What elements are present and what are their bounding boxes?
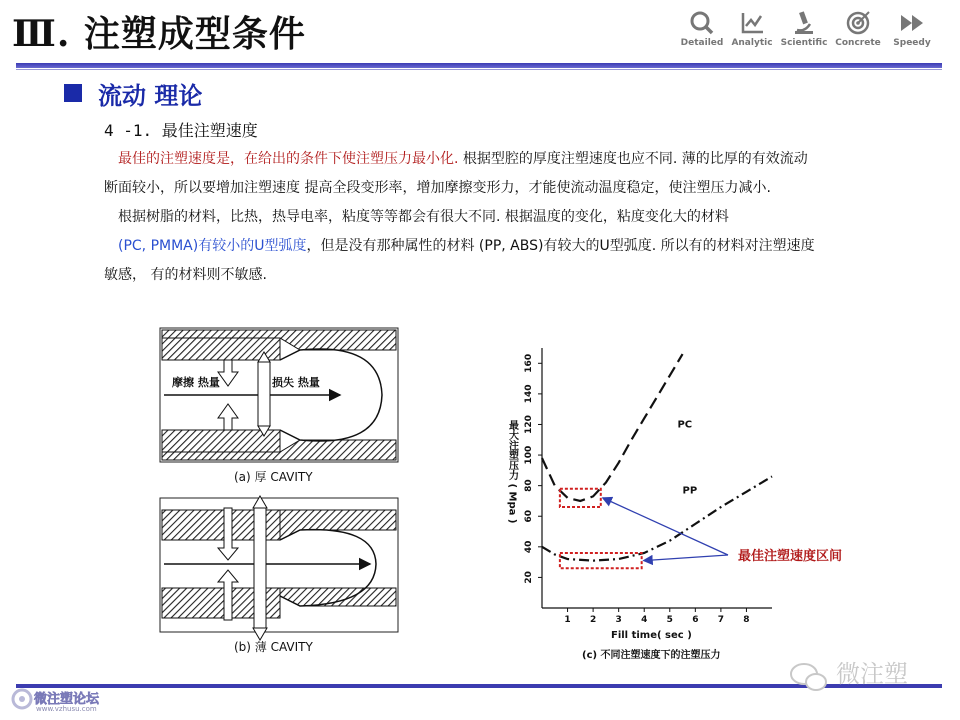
text-span: ，但是没有那种属性的材料 (PP, ABS)有较大的U型弧度. 所以有的材料对注塑速度 <box>306 238 815 254</box>
y-tick-label: 40 <box>524 540 534 554</box>
header-divider-thin <box>16 69 942 70</box>
section-bullet-icon <box>64 84 82 102</box>
x-axis-label: Fill time( sec ) <box>611 630 692 641</box>
paragraph-2-line-3: 敏感， 有的材料则不敏感. <box>104 267 267 283</box>
footer-url: www.vzhusu.com <box>36 705 97 713</box>
y-tick-label: 120 <box>524 415 534 434</box>
microscope-icon <box>791 10 817 36</box>
injection-pressure-chart <box>500 340 843 670</box>
header-nav <box>672 6 942 56</box>
caption-thick-cavity: (a) 厚 CAVITY <box>234 470 313 484</box>
series-line-pc <box>542 354 683 501</box>
annotation-label: 最佳注塑速度区间 <box>738 549 843 564</box>
search-icon <box>689 10 715 36</box>
thin-cavity <box>160 496 398 654</box>
x-tick-label: 8 <box>743 615 750 625</box>
header-divider <box>16 63 942 68</box>
caption-thin-cavity: (b) 薄 CAVITY <box>234 640 313 654</box>
section-title: 流动 理论 <box>98 82 203 110</box>
series-label-pp: PP <box>682 485 698 497</box>
x-tick-label: 7 <box>717 615 725 625</box>
nav-scientific[interactable] <box>774 6 834 48</box>
x-tick-label: 2 <box>589 615 597 625</box>
paragraph-2-line-1: 根据树脂的材料，比热，热导电率，粘度等等都会有很大不同. 根据温度的变化，粘度变化大的材料 <box>118 209 729 225</box>
y-tick-label: 100 <box>524 445 534 465</box>
fast-forward-icon <box>899 10 925 36</box>
nav-label: Detailed <box>680 38 724 48</box>
highlight-blue: (PC, PMMA)有较小的U型弧度 <box>118 238 307 254</box>
nav-speedy[interactable] <box>882 6 942 48</box>
y-tick-label: 20 <box>524 571 534 584</box>
x-tick-label: 6 <box>692 615 699 625</box>
watermark-text: 微注塑 <box>836 660 908 688</box>
annotation-arrow <box>644 555 728 561</box>
annotation-arrow <box>603 498 728 555</box>
x-tick-label: 1 <box>564 615 571 625</box>
series-label-pc: PC <box>677 419 693 431</box>
y-axis-label: 最大注塑压力 ( Mpa ) <box>506 420 518 524</box>
optimal-range-boxes <box>560 489 642 569</box>
subheading: 4 -1. 最佳注塑速度 <box>104 121 258 140</box>
nav-concrete[interactable] <box>828 6 888 48</box>
x-tick-label: 4 <box>641 615 648 625</box>
x-tick-label: 3 <box>615 615 622 625</box>
nav-analytic[interactable] <box>722 6 782 48</box>
page-title: Ⅲ. 注塑成型条件 <box>12 13 306 55</box>
chart-series <box>542 354 772 560</box>
paragraph-1-line-1 <box>118 145 808 174</box>
nav-label: Concrete <box>835 38 881 48</box>
thick-cavity <box>160 328 398 484</box>
y-tick-label: 140 <box>524 384 534 404</box>
chart-title: (c) 不同注塑速度下的注塑压力 <box>582 650 721 661</box>
line-chart-icon <box>739 10 765 36</box>
y-tick-label: 60 <box>524 509 534 523</box>
target-icon <box>845 10 871 36</box>
cavity-diagram <box>150 320 410 660</box>
nav-label: Speedy <box>893 38 931 48</box>
chart-axes <box>507 348 773 661</box>
text-span: 根据型腔的厚度注塑速度也应不同. 薄的比厚的有效流动 <box>458 151 808 167</box>
footer-brand: 微注塑论坛 <box>34 692 100 707</box>
nav-label: Scientific <box>780 38 828 48</box>
label-heat-loss: 损失 热量 <box>272 376 320 389</box>
highlight-red: 最佳的注塑速度是，在给出的条件下使注塑压力最小化. <box>118 151 459 167</box>
nav-label: Analytic <box>731 38 773 48</box>
y-tick-label: 160 <box>524 353 534 373</box>
paragraph-1-line-2: 断面较小，所以要增加注塑速度 提高全段变形率，增加摩擦变形力，才能使流动温度稳定，使注塑压力减小. <box>104 180 771 196</box>
label-friction-heat: 摩擦 热量 <box>172 376 220 389</box>
y-tick-label: 80 <box>524 479 534 492</box>
paragraph-2-line-2 <box>118 232 815 261</box>
x-tick-label: 5 <box>666 615 673 625</box>
